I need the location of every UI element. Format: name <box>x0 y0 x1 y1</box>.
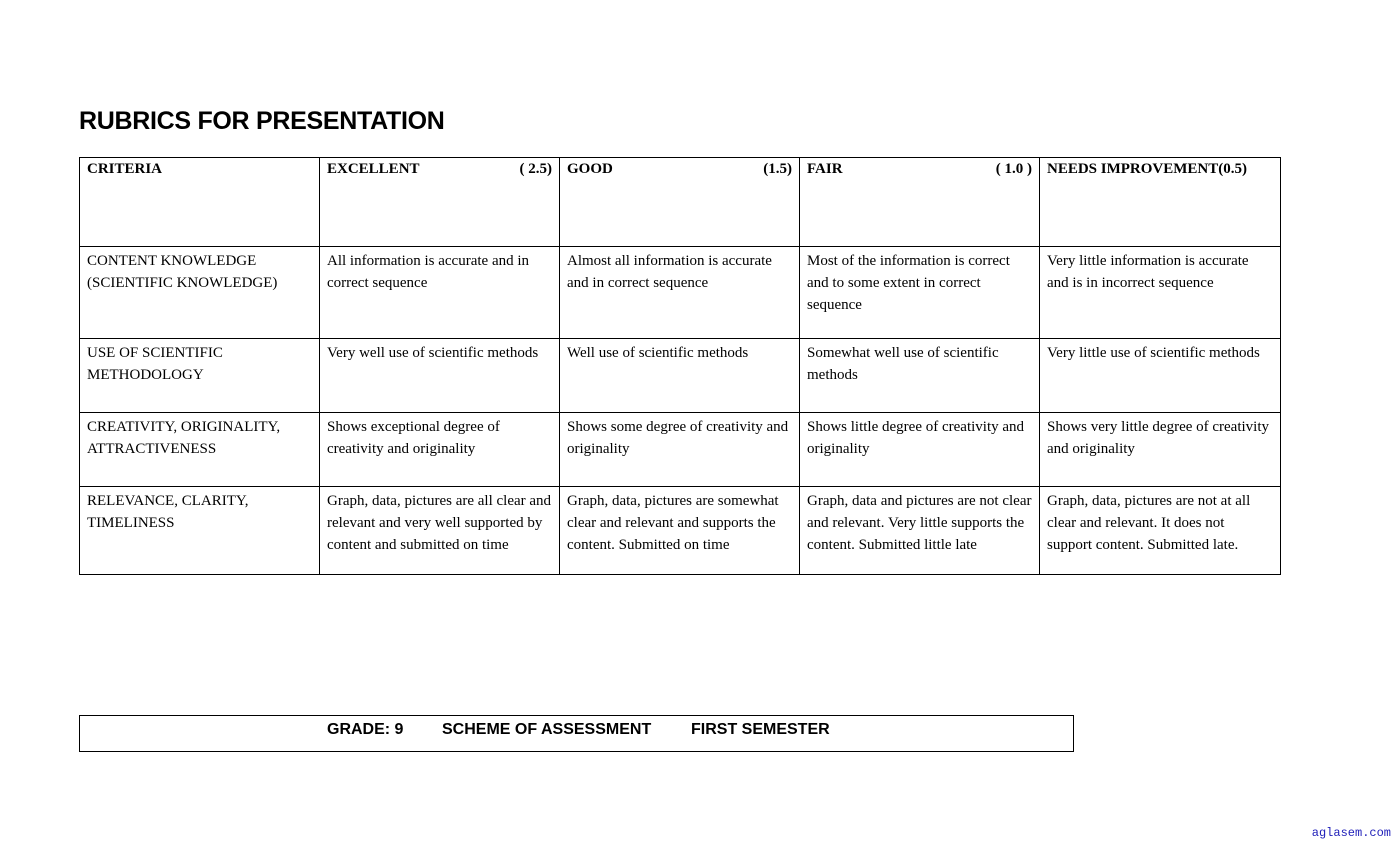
page-title: RUBRICS FOR PRESENTATION <box>79 107 445 135</box>
header-fair <box>800 158 1040 247</box>
cell-needs-improvement: Very little use of scientific methods <box>1040 339 1281 413</box>
footer-scheme: SCHEME OF ASSESSMENT <box>442 721 652 738</box>
cell-good: Well use of scientific methods <box>560 339 800 413</box>
cell-needs-improvement: Shows very little degree of creativity and originality <box>1040 413 1281 487</box>
cell-good: Graph, data, pictures are somewhat clear and relevant and supports the content. Submitted on time <box>560 487 800 575</box>
cell-good: Shows some degree of creativity and originality <box>560 413 800 487</box>
cell-fair: Graph, data and pictures are not clear and relevant. Very little supports the content. Submitted little late <box>800 487 1040 575</box>
cell-excellent: All information is accurate and in correct sequence <box>320 247 560 339</box>
table-row <box>80 247 1281 339</box>
header-label: GOOD <box>567 161 613 177</box>
header-needs-improvement <box>1040 158 1281 247</box>
cell-criteria: RELEVANCE, CLARITY, TIMELINESS <box>80 487 320 575</box>
cell-criteria: CONTENT KNOWLEDGE (SCIENTIFIC KNOWLEDGE) <box>80 247 320 339</box>
header-excellent <box>320 158 560 247</box>
cell-fair: Somewhat well use of scientific methods <box>800 339 1040 413</box>
cell-needs-improvement: Very little information is accurate and is in incorrect sequence <box>1040 247 1281 339</box>
table-row <box>80 339 1281 413</box>
cell-fair: Most of the information is correct and to some extent in correct sequence <box>800 247 1040 339</box>
rubric-table <box>79 157 1281 575</box>
header-label: EXCELLENT <box>327 161 420 177</box>
footer-banner <box>79 715 1074 752</box>
cell-fair: Shows little degree of creativity and originality <box>800 413 1040 487</box>
header-score: (1.5) <box>763 161 792 177</box>
header-good <box>560 158 800 247</box>
header-label: CRITERIA <box>87 161 163 177</box>
header-score: ( 2.5) <box>519 161 552 177</box>
footer-semester: FIRST SEMESTER <box>691 721 830 738</box>
cell-excellent: Shows exceptional degree of creativity and originality <box>320 413 560 487</box>
header-criteria <box>80 158 320 247</box>
cell-excellent: Graph, data, pictures are all clear and relevant and very well supported by content and submitted on time <box>320 487 560 575</box>
watermark: aglasem.com <box>1311 826 1391 840</box>
cell-criteria: CREATIVITY, ORIGINALITY, ATTRACTIVENESS <box>80 413 320 487</box>
cell-needs-improvement: Graph, data, pictures are not at all clear and relevant. It does not support content. Submitted late. <box>1040 487 1281 575</box>
header-label: FAIR <box>807 161 843 177</box>
cell-criteria: USE OF SCIENTIFIC METHODOLOGY <box>80 339 320 413</box>
table-row <box>80 413 1281 487</box>
cell-good: Almost all information is accurate and in correct sequence <box>560 247 800 339</box>
header-label: NEEDS IMPROVEMENT(0.5) <box>1047 161 1248 177</box>
footer-grade: GRADE: 9 <box>327 721 404 738</box>
cell-excellent: Very well use of scientific methods <box>320 339 560 413</box>
table-row <box>80 487 1281 575</box>
header-score: ( 1.0 ) <box>995 161 1032 177</box>
table-header-row <box>80 158 1281 247</box>
